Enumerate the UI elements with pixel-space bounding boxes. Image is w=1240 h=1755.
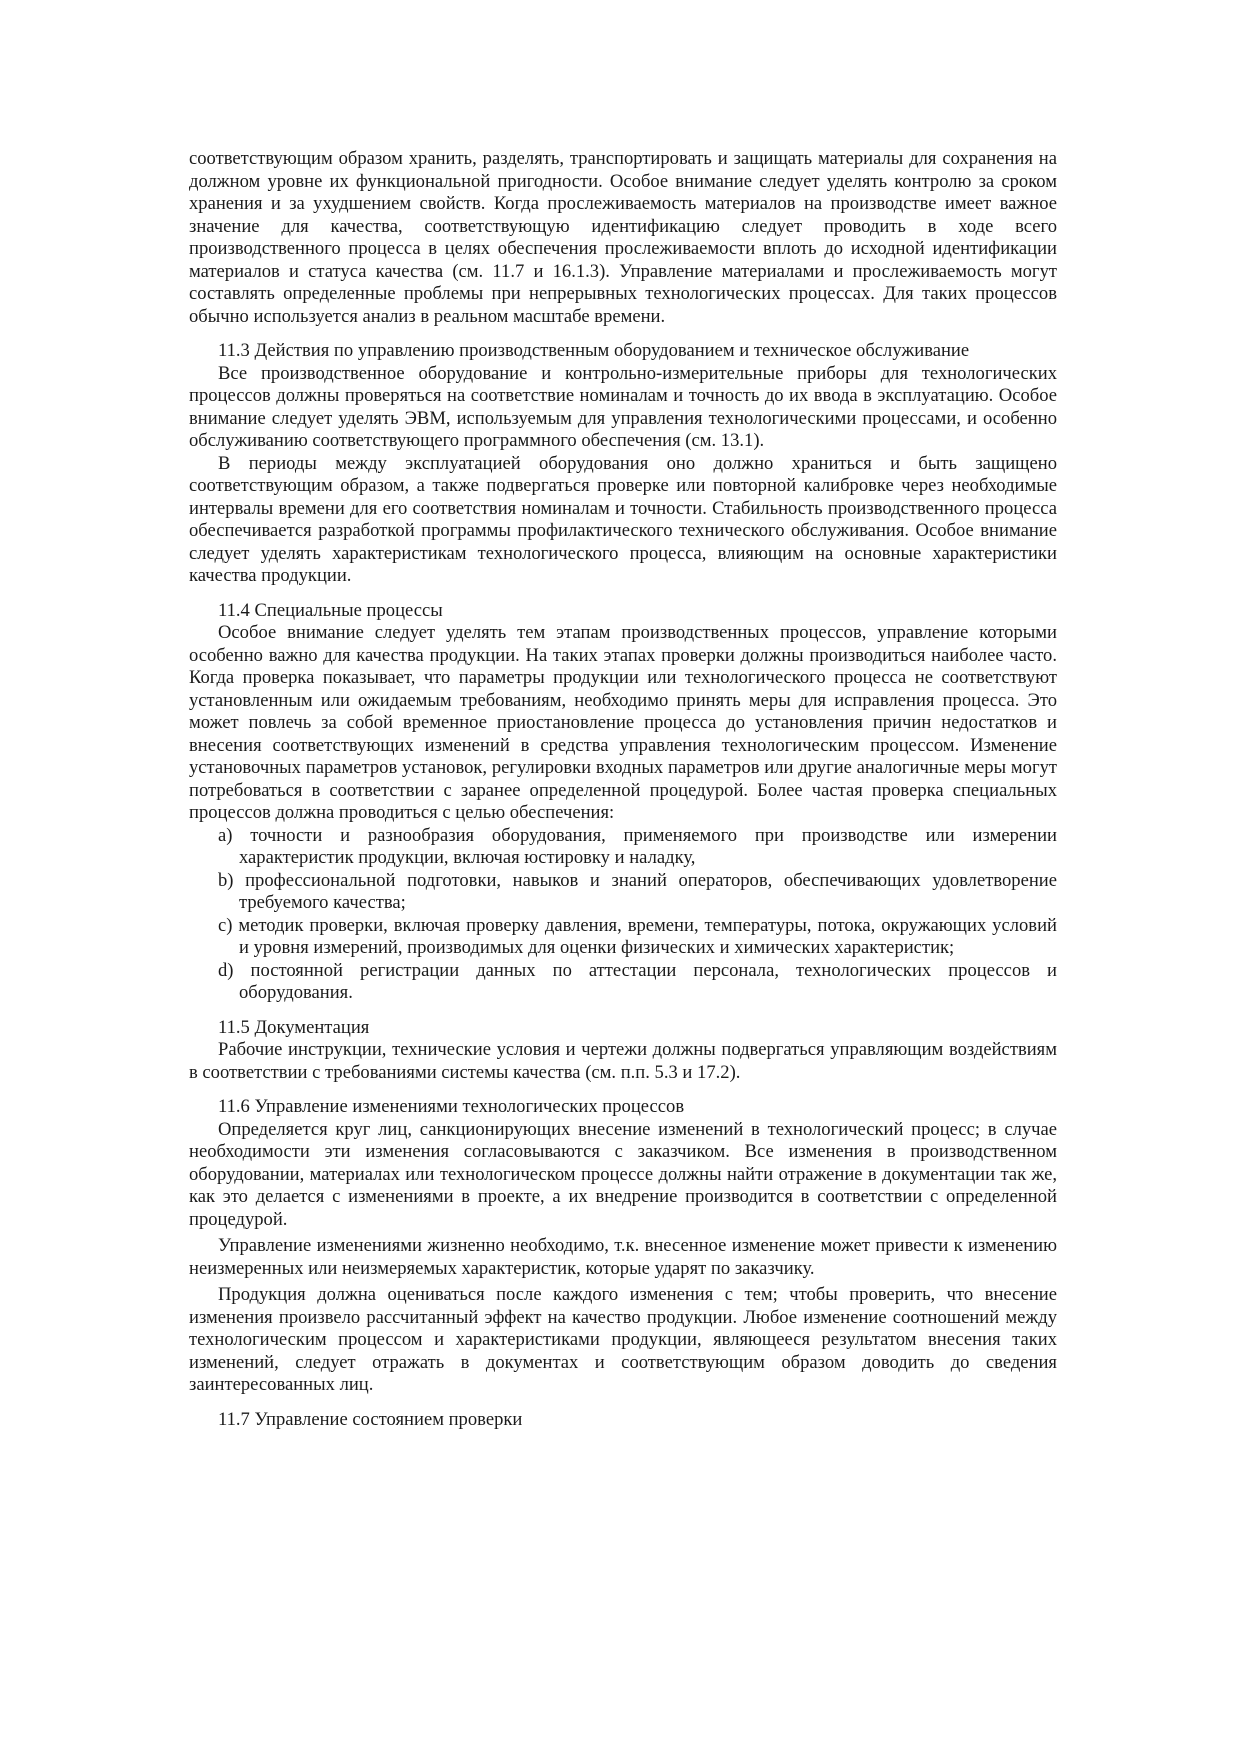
section-11-4-paragraph-1: Особое внимание следует уделять тем этапам производственных процессов, управление которыми особенно важно для качества продукции. На таких этапах проверки должны производиться наиболее часто. Когда проверка показывает, что параметры продукции или технологического процесса не соответствуют установленным или ожидаемым требованиям, необходимо принять меры для исправления процесса. Это может повлечь за собой временное приостановление процесса до установления причин недостатков и внесения соответствующих изменений в средства управления технологическим процессом. Изменение установочных параметров установок, регулировки входных параметров или другие аналогичные меры могут потребоваться в соответствии с заранее определенной процедурой. Более частая проверка специальных процессов должна проводиться с целью обеспечения: (189, 622, 1057, 823)
list-item: d) постоянной регистрации данных по аттестации персонала, технологических процессов и оборудования. (218, 959, 1057, 1003)
section-11-6-paragraph-1: Определяется круг лиц, санкционирующих внесение изменений в технологический процесс; в случае необходимости эти изменения согласовываются с заказчиком. Все изменения в производственном оборудовании, материалах или технологическом процессе должны найти отражение в документации так же, как это делается с изменениями в проекте, а их внедрение производится в соответствии с определенной процедурой. (189, 1118, 1057, 1230)
section-11-3-paragraph-2: В периоды между эксплуатацией оборудования оно должно храниться и быть защищено соответствующим образом, а также подвергаться проверке или повторной калибровке через необходимые интервалы времени для его соответствия номиналам и точности. Стабильность производственного процесса обеспечивается разработкой программы профилактического технического обслуживания. Особое внимание следует уделять характеристикам технологического процесса, влияющим на основные характеристики качества продукции. (189, 452, 1057, 586)
section-heading-11-5: 11.5 Документация (218, 1016, 370, 1038)
section-heading-11-7: 11.7 Управление состоянием проверки (218, 1408, 523, 1430)
list-item: c) методик проверки, включая проверку давления, времени, температуры, потока, окружающих условий и уровня измерений, производимых для оценки физических и химических характеристик; (218, 914, 1057, 958)
section-heading-11-6: 11.6 Управление изменениями технологических процессов (218, 1096, 685, 1117)
list-item: a) точности и разнообразия оборудования, применяемого при производстве или измерении характеристик продукции, включая юстировку и наладку, (218, 824, 1057, 868)
section-11-5-paragraph-1: Рабочие инструкции, технические условия и чертежи должны подвергаться управляющим воздействиям в соответствии с требованиями системы качества (см. п.п. 5.3 и 17.2). (189, 1039, 1057, 1083)
section-11-3-paragraph-1: Все производственное оборудование и контрольно-измерительные приборы для технологических процессов должны проверяться на соответствие номиналам и точность до их ввода в эксплуатацию. Особое внимание следует уделять ЭВМ, используемым для управления технологическими процессами, и особенно обслуживанию соответствующего программного обеспечения (см. 13.1). (189, 362, 1057, 451)
list-item: b) профессиональной подготовки, навыков и знаний операторов, обеспечивающих удовлетворение требуемого качества; (218, 869, 1057, 913)
intro-paragraph: соответствующим образом хранить, разделять, транспортировать и защищать материалы для сохранения на должном уровне их функциональной пригодности. Особое внимание следует уделять контролю за сроком хранения и за ухудшением свойств. Когда прослеживаемость материалов на производстве имеет важное значение для качества, соответствующую идентификацию следует проводить в ходе всего производственного процесса в целях обеспечения прослеживаемости вплоть до исходной идентификации материалов и статуса качества (см. 11.7 и 16.1.3). Управление материалами и прослеживаемость могут составлять определенные проблемы при непрерывных технологических процессах. Для таких процессов обычно используется анализ в реальном масштабе времени. (189, 148, 1057, 327)
section-11-6-paragraph-2: Управление изменениями жизненно необходимо, т.к. внесенное изменение может привести к изменению неизмеренных или неизмеряемых характеристик, которые ударят по заказчику. (189, 1235, 1057, 1279)
section-heading-11-3: 11.3 Действия по управлению производственным оборудованием и техническое обслуживание (218, 340, 970, 361)
section-heading-11-4: 11.4 Специальные процессы (218, 599, 443, 621)
document-page (189, 148, 1057, 1431)
section-11-4-list (189, 825, 1057, 1005)
section-11-6-paragraph-3: Продукция должна оцениваться после каждого изменения с тем; чтобы проверить, что внесение изменения произвело рассчитанный эффект на качество продукции. Любое изменение соотношений между технологическим процессом и характеристиками продукции, являющееся результатом внесения таких изменений, следует отражать в документах и соответствующим образом доводить до сведения заинтересованных лиц. (189, 1284, 1057, 1395)
